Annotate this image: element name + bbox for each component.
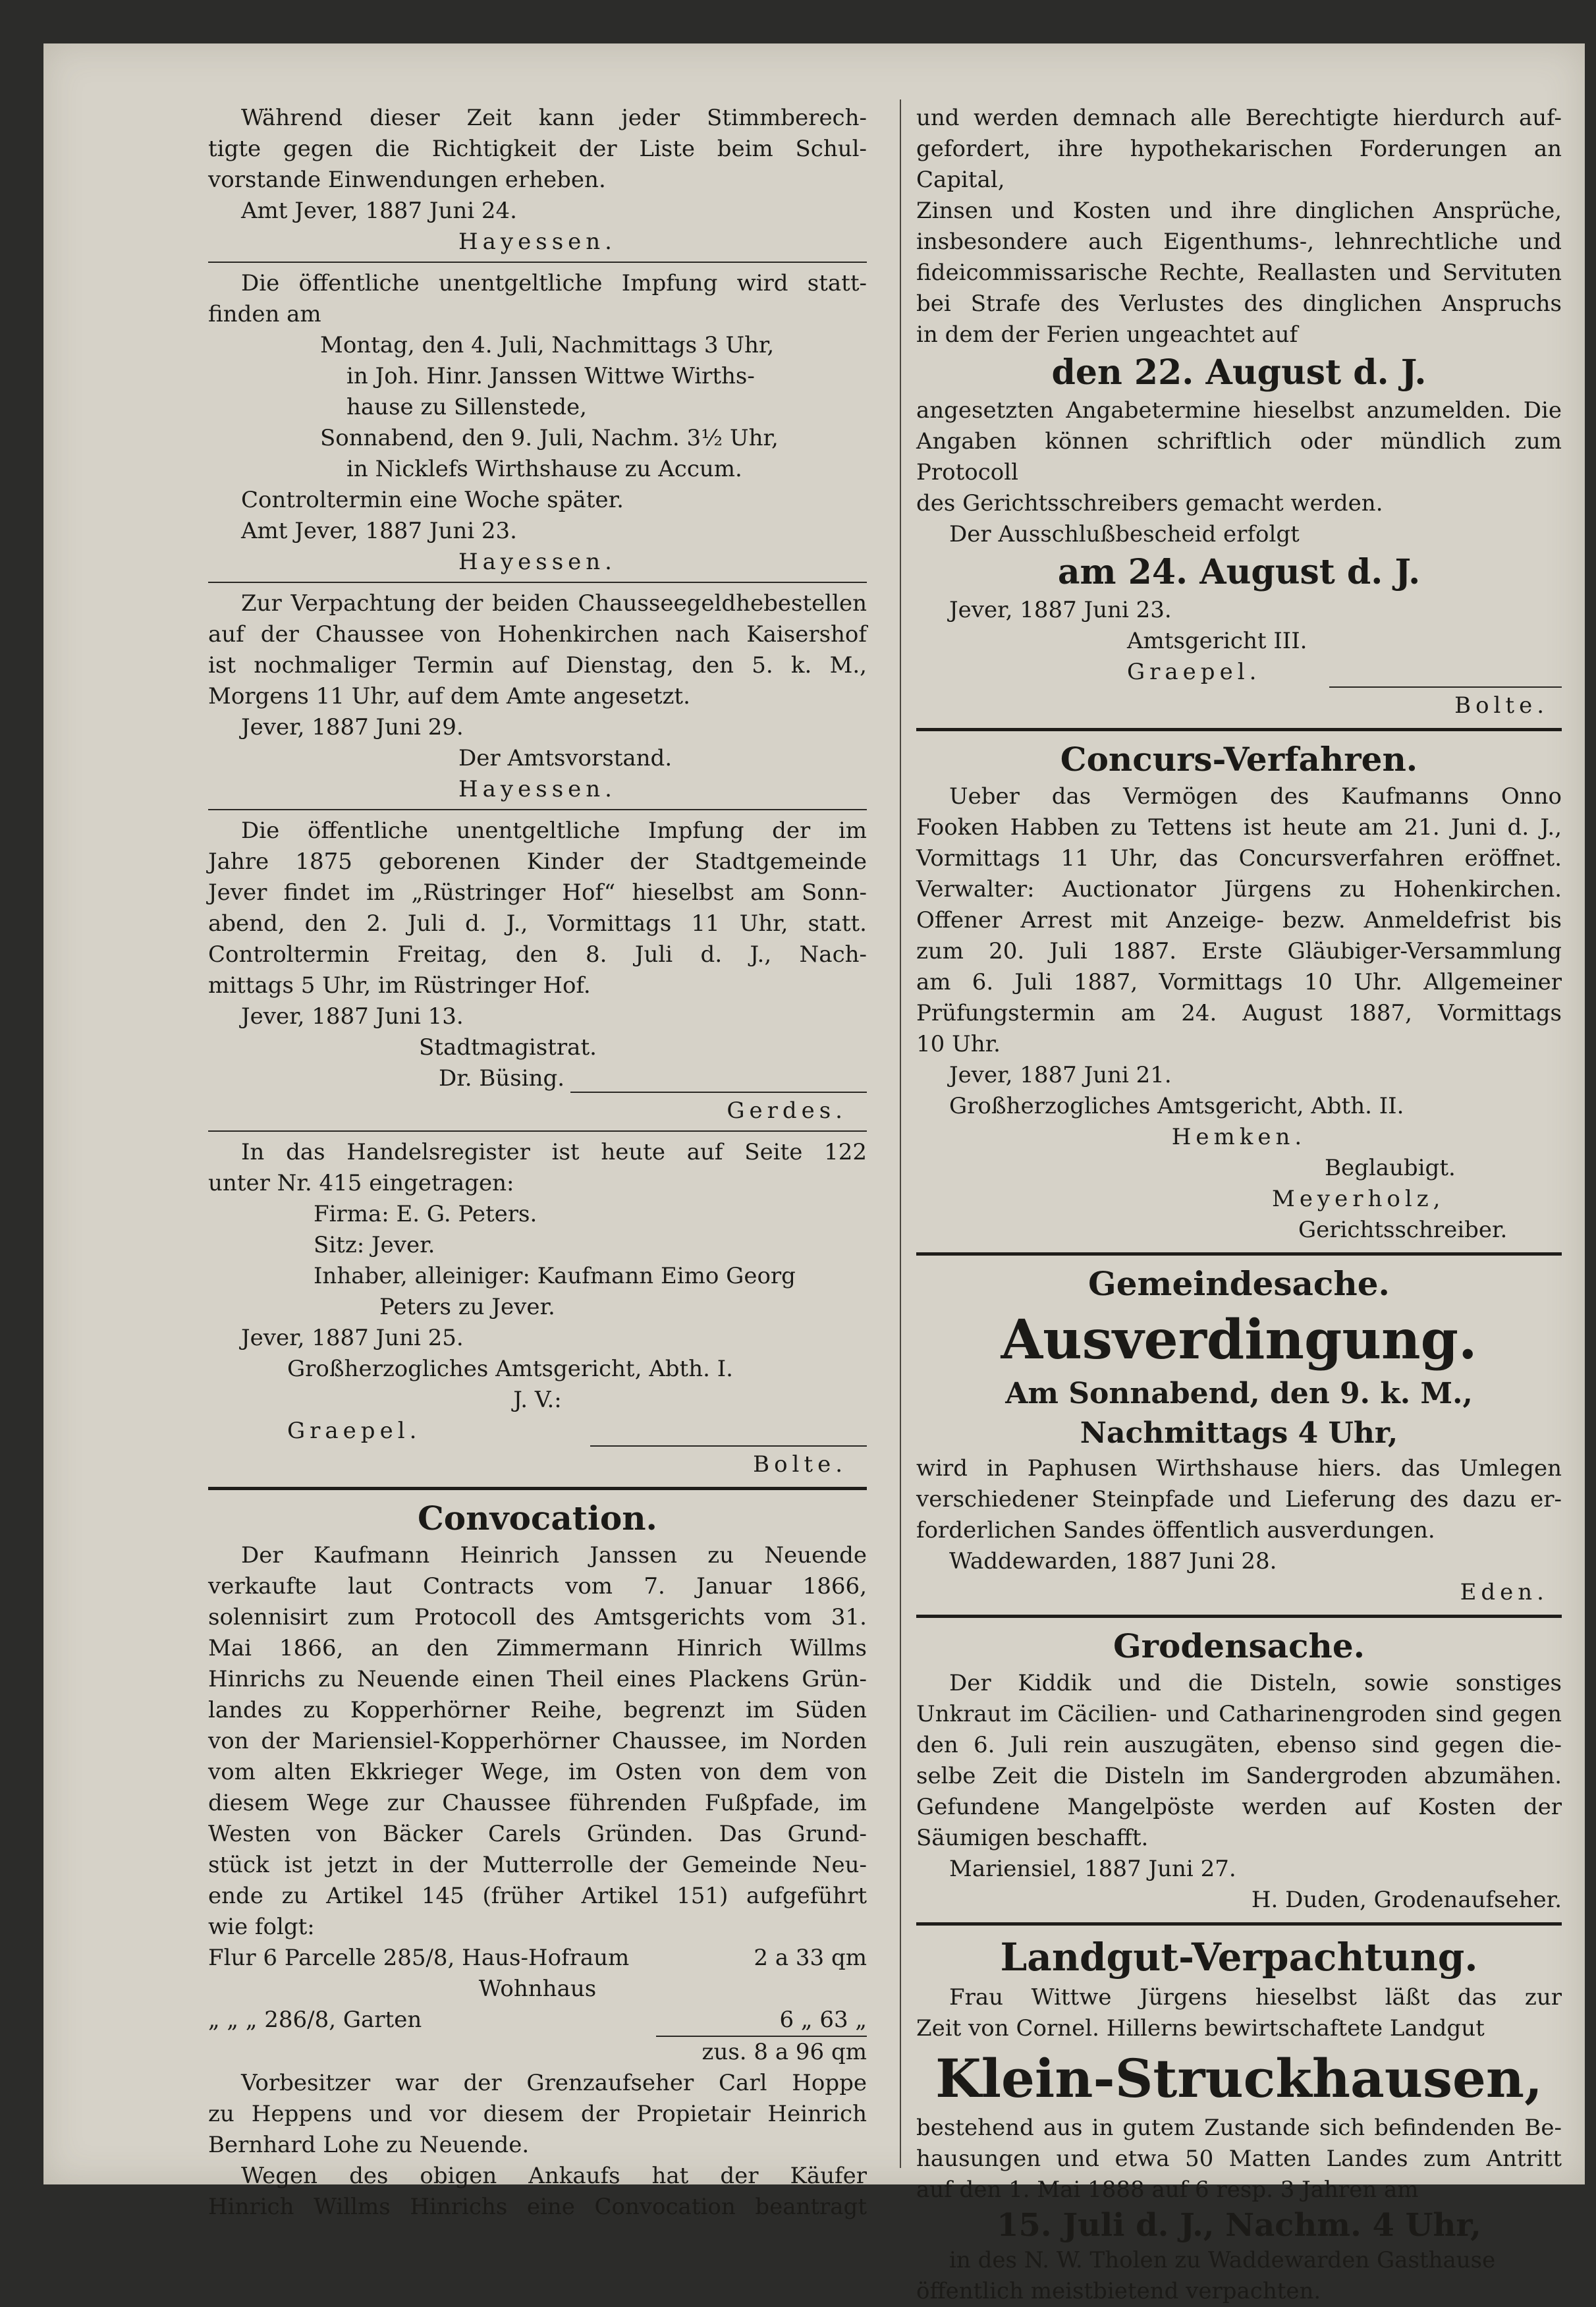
signature: Hemken. xyxy=(1171,1124,1307,1150)
signature: Graepel. xyxy=(287,1418,422,1444)
text-line: stück ist jetzt in der Mutterrolle der Gemeinde Neu- xyxy=(208,1852,867,1878)
separator xyxy=(916,1252,1562,1256)
text-line: auf den 1. Mai 1888 auf 6 resp. 3 Jahren am xyxy=(916,2177,1419,2203)
notice-vaccination-amt xyxy=(208,268,867,578)
text-line: vom alten Ekkrieger Wege, im Osten von dem von xyxy=(208,1759,867,1785)
text-line: am 6. Juli 1887, Vormittags 10 Uhr. Allgemeiner xyxy=(916,969,1562,995)
signature: H. Duden, Grodenaufseher. xyxy=(1251,1887,1562,1913)
emphasis-date: 15. Juli d. J., Nachm. 4 Uhr, xyxy=(997,2207,1481,2244)
notice-date: Jever, 1887 Juni 21. xyxy=(949,1062,1172,1088)
text-line: gefordert, ihre hypothekarischen Forderungen an Capital, xyxy=(916,136,1562,193)
text-line: Ueber das Vermögen des Kaufmanns Onno xyxy=(949,783,1562,810)
text-line: Gefundene Mangelpöste werden auf Kosten der xyxy=(916,1794,1562,1820)
text-line: Beglaubigt. xyxy=(1325,1155,1456,1181)
text-line: Mai 1866, an den Zimmermann Hinrich Willms xyxy=(208,1635,867,1661)
text-line: angesetzten Angabetermine hieselbst anzumelden. Die xyxy=(916,397,1562,424)
notice-toll-lease xyxy=(208,588,867,805)
text-line: zu Heppens und vor diesem der Propietair Heinrich xyxy=(208,2101,867,2127)
text-line: tigte gegen die Richtigkeit der Liste beim Schul- xyxy=(208,136,867,162)
text-line: zum 20. Juli 1887. Erste Gläubiger-Versammlung xyxy=(916,938,1562,964)
text-line: Jever findet im „Rüstringer Hof“ hieselbst am Sonn- xyxy=(208,879,867,906)
signature: Hayessen. xyxy=(458,549,617,575)
separator xyxy=(916,728,1562,731)
text-line: Hinrich Willms Hinrichs eine Convocation beantragt xyxy=(208,2194,867,2220)
text-line: Zur Verpachtung der beiden Chausseegeldhebestellen xyxy=(241,590,867,617)
text-line: in des N. W. Tholen zu Waddewarden Gasthause xyxy=(949,2247,1496,2273)
text-line: forderlichen Sandes öffentlich ausverdungen. xyxy=(916,1517,1435,1543)
text-line: J. V.: xyxy=(513,1387,562,1413)
text-line: Bernhard Lohe zu Neuende. xyxy=(208,2132,530,2158)
text-line: Der Kaufmann Heinrich Janssen zu Neuende xyxy=(241,1542,867,1569)
text-line: und werden demnach alle Berechtigte hierdurch auf- xyxy=(916,105,1562,131)
emphasis-date: den 22. August d. J. xyxy=(1051,352,1427,393)
notice-vaccination-city xyxy=(208,816,867,1126)
text-line: insbesondere auch Eigenthums-, lehnrechtliche und xyxy=(916,229,1562,255)
separator xyxy=(208,1487,867,1490)
separator xyxy=(208,262,867,263)
text-line: des Gerichtsschreibers gemacht werden. xyxy=(916,490,1383,516)
notice-convocation-continued xyxy=(916,103,1562,721)
column-divider xyxy=(900,99,901,2168)
text-line: Vorbesitzer war der Grenzaufseher Carl Hoppe xyxy=(241,2070,867,2096)
separator xyxy=(208,582,867,583)
parcel-label: Wohnhaus xyxy=(478,1976,597,2002)
separator xyxy=(916,1922,1562,1926)
text-line: von der Mariensiel-Kopperhörner Chaussee, im Norden xyxy=(208,1728,867,1754)
text-line: hause zu Sillenstede, xyxy=(346,394,587,420)
text-line: Controltermin Freitag, den 8. Juli d. J., Nach- xyxy=(208,941,867,968)
text-line: Montag, den 4. Juli, Nachmittags 3 Uhr, xyxy=(320,332,775,358)
text-line: Sonnabend, den 9. Juli, Nachm. 3½ Uhr, xyxy=(320,425,779,451)
notice-date: Amt Jever, 1887 Juni 24. xyxy=(241,198,517,224)
notice-org: Stadtmagistrat. xyxy=(419,1034,597,1061)
text-line: hausungen und etwa 50 Matten Landes zum Antritt xyxy=(916,2146,1562,2172)
text-line: wird in Paphusen Wirthshause hiers. das Umlegen xyxy=(916,1455,1562,1482)
separator xyxy=(208,809,867,810)
separator xyxy=(916,1615,1562,1618)
section-heading: Grodensache. xyxy=(1113,1626,1365,1665)
text-line: Der Kiddik und die Disteln, sowie sonstiges xyxy=(949,1670,1562,1696)
notice-org: Amtsgericht III. xyxy=(1127,628,1307,654)
signature: Dr. Büsing. xyxy=(439,1065,565,1092)
notice-groden xyxy=(916,1625,1562,1916)
section-heading: Landgut-Verpachtung. xyxy=(1000,1935,1478,1980)
notice-date: Jever, 1887 Juni 13. xyxy=(241,1003,464,1030)
parcel-row xyxy=(208,2005,867,2036)
signature-rule xyxy=(570,1092,867,1093)
notice-date: Jever, 1887 Juni 29. xyxy=(241,714,464,740)
text-line: Zeit von Cornel. Hillerns bewirtschaftete Landgut xyxy=(916,2015,1485,2042)
text-line: verschiedener Steinpfade und Lieferung des dazu er- xyxy=(916,1486,1562,1513)
parcel-label: „ „ „ 286/8, Garten xyxy=(208,2007,422,2033)
signature: Bolte. xyxy=(753,1451,847,1478)
text-line: vorstande Einwendungen erheben. xyxy=(208,167,606,193)
text-line: in Joh. Hinr. Janssen Wittwe Wirths- xyxy=(346,363,755,389)
section-heading: Convocation. xyxy=(418,1499,657,1538)
text-line: Morgens 11 Uhr, auf dem Amte angesetzt. xyxy=(208,683,690,709)
text-line: wie folgt: xyxy=(208,1914,315,1940)
text-line: selbe Zeit die Disteln im Sandergroden abzumähen. xyxy=(916,1763,1562,1789)
headline: Ausverdingung. xyxy=(1001,1308,1477,1372)
text-line: Westen von Bäcker Carels Gründen. Das Grund- xyxy=(208,1821,867,1847)
text-line: Offener Arrest mit Anzeige- bezw. Anmeldefrist bis xyxy=(916,907,1562,933)
parcel-label: Flur 6 Parcelle 285/8, Haus-Hofraum xyxy=(208,1945,630,1971)
text-line: solennisirt zum Protocoll des Amtsgerichts vom 31. xyxy=(208,1604,867,1630)
text-line: ist nochmaliger Termin auf Dienstag, den 5. k. M., xyxy=(208,652,867,679)
parcel-area: 2 a 33 qm xyxy=(754,1945,867,1971)
text-line: Die öffentliche unentgeltliche Impfung der im xyxy=(241,818,867,844)
text-line: mittags 5 Uhr, im Rüstringer Hof. xyxy=(208,972,591,999)
text-line: Verwalter: Auctionator Jürgens zu Hohenkirchen. xyxy=(916,876,1562,903)
section-heading: Gemeindesache. xyxy=(1088,1264,1390,1303)
signature: Hayessen. xyxy=(458,229,617,255)
parcel-row xyxy=(208,1943,867,1974)
signature-title: Gerichtsschreiber. xyxy=(1298,1217,1508,1243)
notice-convocation xyxy=(208,1497,867,2223)
notice-date: Mariensiel, 1887 Juni 27. xyxy=(949,1856,1236,1882)
text-line: abend, den 2. Juli d. J., Vormittags 11 Uhr, statt. xyxy=(208,910,867,937)
text-line: Jahre 1875 geborenen Kinder der Stadtgemeinde xyxy=(208,848,867,875)
text-line: unter Nr. 415 eingetragen: xyxy=(208,1170,514,1196)
text-line: öffentlich meistbietend verpachten. xyxy=(916,2278,1321,2304)
notice-org: Großherzogliches Amtsgericht, Abth. I. xyxy=(287,1356,733,1382)
text-line: Die öffentliche unentgeltliche Impfung wird statt- xyxy=(241,270,867,296)
notice-voter-list xyxy=(208,103,867,258)
text-line: Wegen des obigen Ankaufs hat der Käufer xyxy=(241,2163,867,2189)
text-line: Inhaber, alleiniger: Kaufmann Eimo Georg xyxy=(314,1263,796,1289)
parcel-area: 6 „ 63 „ xyxy=(779,2007,867,2033)
notice-date: Jever, 1887 Juni 25. xyxy=(241,1325,464,1351)
text-line: Vormittags 11 Uhr, das Concursverfahren eröffnet. xyxy=(916,845,1562,872)
text-line: Firma: E. G. Peters. xyxy=(314,1201,537,1227)
section-heading: Concurs-Verfahren. xyxy=(1060,740,1418,779)
text-line: den 6. Juli rein auszugäten, ebenso sind gegen die- xyxy=(916,1732,1562,1758)
text-line: Säumigen beschafft. xyxy=(916,1825,1149,1851)
signature-rule xyxy=(1329,686,1562,688)
signature: Gerdes. xyxy=(727,1098,847,1124)
text-line: landes zu Kopperhörner Reihe, begrenzt im Süden xyxy=(208,1697,867,1723)
notice-date: Waddewarden, 1887 Juni 28. xyxy=(949,1548,1277,1574)
text-line: diesem Wege zur Chaussee führenden Fußpfade, im xyxy=(208,1790,867,1816)
text-line: Der Ausschlußbescheid erfolgt xyxy=(949,521,1300,547)
signature: Meyerholz, xyxy=(1272,1186,1445,1212)
notice-org: Der Amtsvorstand. xyxy=(458,745,673,771)
right-column xyxy=(916,103,1562,2307)
headline: Klein-Struckhausen, xyxy=(935,2047,1543,2109)
text-line: ende zu Artikel 145 (früher Artikel 151) aufgeführt xyxy=(208,1883,867,1909)
notice-municipal xyxy=(916,1262,1562,1608)
text-line: bestehend aus in gutem Zustande sich befindenden Be- xyxy=(916,2115,1562,2141)
signature: Bolte. xyxy=(1454,692,1549,719)
notice-bankruptcy xyxy=(916,738,1562,1246)
text-line: Frau Wittwe Jürgens hieselbst läßt das zur xyxy=(949,1984,1562,2011)
notice-date: Amt Jever, 1887 Juni 23. xyxy=(241,518,517,544)
text-line: in dem der Ferien ungeachtet auf xyxy=(916,321,1298,348)
text-line: Während dieser Zeit kann jeder Stimmberech- xyxy=(241,105,867,131)
text-line: bei Strafe des Verlustes des dinglichen Anspruchs xyxy=(916,291,1562,317)
text-line: Prüfungstermin am 24. August 1887, Vormittags xyxy=(916,1000,1562,1026)
signature: Hayessen. xyxy=(458,776,617,802)
text-line: Angaben können schriftlich oder mündlich zum Protocoll xyxy=(916,428,1562,486)
text-line: finden am xyxy=(208,301,321,327)
notice-date: Jever, 1887 Juni 23. xyxy=(949,597,1172,623)
text-line: In das Handelsregister ist heute auf Seite 122 xyxy=(241,1139,867,1165)
emphasis-line: Nachmittags 4 Uhr, xyxy=(1080,1416,1398,1450)
text-line: 10 Uhr. xyxy=(916,1031,1001,1057)
text-line: Unkraut im Cäcilien- und Catharinengroden sind gegen xyxy=(916,1701,1562,1727)
text-line: Fooken Habben zu Tettens ist heute am 21. Juni d. J., xyxy=(916,814,1562,841)
text-line: Sitz: Jever. xyxy=(314,1232,435,1258)
text-line: Controltermin eine Woche später. xyxy=(241,487,624,513)
text-line: Zinsen und Kosten und ihre dinglichen Ansprüche, xyxy=(916,198,1562,224)
separator xyxy=(208,1130,867,1132)
notice-org: Großherzogliches Amtsgericht, Abth. II. xyxy=(949,1093,1404,1119)
signature: Graepel. xyxy=(1127,659,1261,685)
parcel-sum: zus. 8 a 96 qm xyxy=(702,2039,867,2065)
notice-estate-lease xyxy=(916,1932,1562,2307)
text-line: in Nicklefs Wirthshause zu Accum. xyxy=(346,456,742,482)
text-line: Hinrichs zu Neuende einen Theil eines Plackens Grün- xyxy=(208,1666,867,1692)
text-line: auf der Chaussee von Hohenkirchen nach Kaisershof xyxy=(208,621,867,648)
emphasis-line: Am Sonnabend, den 9. k. M., xyxy=(1005,1377,1473,1410)
signature-rule xyxy=(590,1445,867,1447)
emphasis-date: am 24. August d. J. xyxy=(1057,552,1421,592)
text-line: verkaufte laut Contracts vom 7. Januar 1866, xyxy=(208,1573,867,1599)
notice-commercial-register xyxy=(208,1137,867,1480)
newspaper-page xyxy=(43,43,1585,2304)
text-line: fideicommissarische Rechte, Reallasten und Servituten xyxy=(916,260,1562,286)
signature: Eden. xyxy=(1460,1579,1549,1605)
left-column xyxy=(208,103,867,2223)
text-line: Peters zu Jever. xyxy=(379,1294,555,1320)
